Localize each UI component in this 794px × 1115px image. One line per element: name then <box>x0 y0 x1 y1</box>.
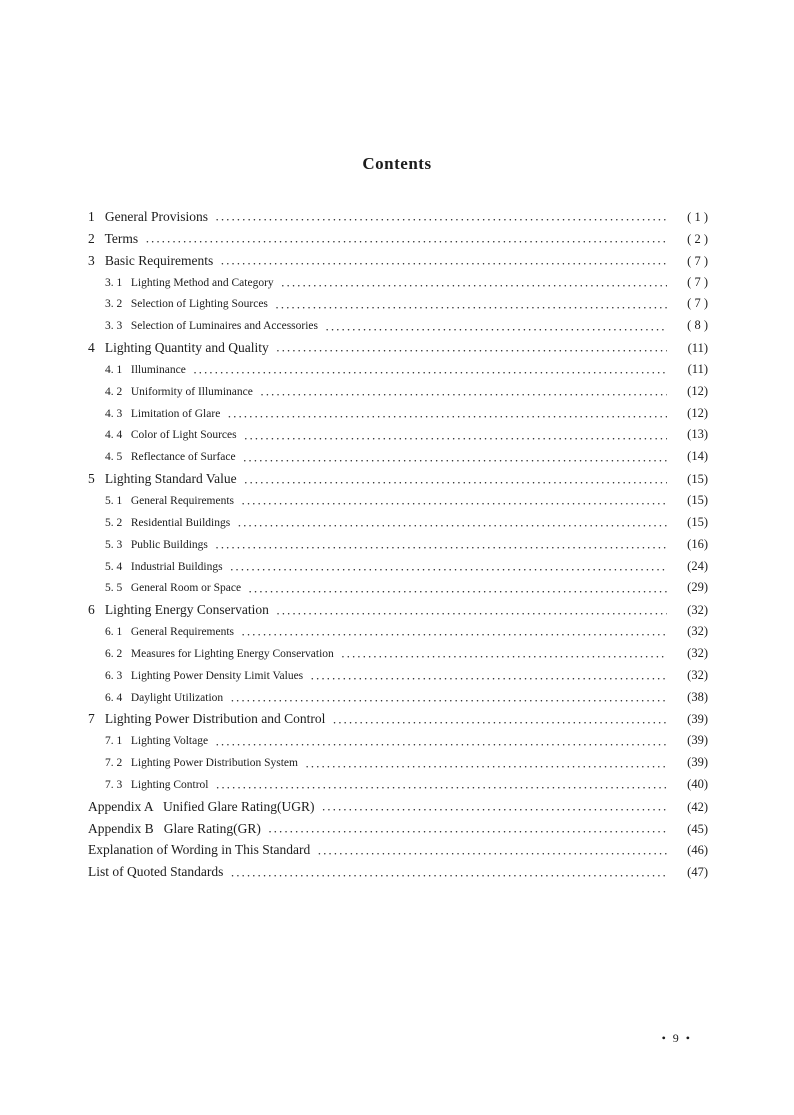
toc-entry-page: (12) <box>687 405 708 420</box>
toc-entry <box>88 842 708 864</box>
toc-leader-dots <box>341 650 667 663</box>
toc-entry <box>88 646 708 668</box>
toc-entry <box>88 318 708 340</box>
toc-leader-dots <box>230 563 667 576</box>
toc-leader-dots <box>248 585 667 598</box>
toc-leader-dots <box>243 454 667 467</box>
toc-entry-label: 7. 2 Lighting Power Distribution System <box>105 757 298 770</box>
toc-entry <box>88 624 708 646</box>
toc-leader-dots <box>215 738 667 751</box>
toc-entry <box>88 471 708 493</box>
toc-entry-page: (24) <box>687 558 708 573</box>
toc-entry-page: (38) <box>687 689 708 704</box>
toc-leader-dots <box>260 388 667 401</box>
toc-entry-label: 4. 5 Reflectance of Surface <box>105 451 236 464</box>
toc-entry <box>88 362 708 384</box>
toc-entry-page: (32) <box>687 603 708 618</box>
toc-leader-dots <box>216 781 668 794</box>
toc-entry <box>88 231 708 253</box>
toc-entry <box>88 755 708 777</box>
toc-entry-label: 5. 5 General Room or Space <box>105 582 242 595</box>
toc-entry-page: (32) <box>687 667 708 682</box>
toc-entry <box>88 799 708 821</box>
toc-entry-label: 3. 3 Selection of Luminaires and Accessories <box>105 320 319 333</box>
toc-leader-dots <box>325 323 667 336</box>
toc-entry <box>88 711 708 733</box>
toc-leader-dots <box>230 694 667 707</box>
toc-leader-dots <box>215 541 667 554</box>
toc-leader-dots <box>268 825 667 838</box>
toc-entry-label: 5. 3 Public Buildings <box>105 538 208 551</box>
toc-entry-label: 5 Lighting Standard Value <box>88 471 237 487</box>
toc-leader-dots <box>321 803 667 816</box>
toc-entry <box>88 515 708 537</box>
toc-leader-dots <box>220 257 667 270</box>
toc-entry-page: (11) <box>687 361 708 376</box>
toc-entry-page: ( 2 ) <box>687 231 708 246</box>
toc-entry-label: 6 Lighting Energy Conservation <box>88 602 269 618</box>
toc-entry <box>88 559 708 581</box>
toc-entry-page: (46) <box>687 843 708 858</box>
toc-entry <box>88 537 708 559</box>
toc-leader-dots <box>276 607 667 620</box>
toc-leader-dots <box>244 432 667 445</box>
toc-entry <box>88 668 708 690</box>
toc-entry-label: 1 General Provisions <box>88 209 208 224</box>
toc-entry <box>88 209 708 231</box>
toc-entry-page: (39) <box>687 733 708 748</box>
toc-entry-label: 7. 1 Lighting Voltage <box>105 735 209 748</box>
toc-entry-page: (45) <box>687 821 708 836</box>
toc-leader-dots <box>332 716 667 729</box>
toc-entry <box>88 449 708 471</box>
toc-entry-label: 3 Basic Requirements <box>88 252 214 268</box>
toc-entry-page: (13) <box>687 427 708 442</box>
toc-entry <box>88 821 708 843</box>
toc-entry-page: (32) <box>687 645 708 660</box>
toc-entry-label: Appendix A Unified Glare Rating(UGR) <box>88 798 315 814</box>
toc-leader-dots <box>145 235 667 248</box>
toc-entry <box>88 406 708 428</box>
toc-entry <box>88 296 708 318</box>
toc-entry-page: ( 7 ) <box>687 253 708 268</box>
toc-entry <box>88 275 708 297</box>
toc-entry-page: (15) <box>687 492 708 507</box>
toc-entry-label: 4. 1 Illuminance <box>105 363 186 376</box>
toc-entry <box>88 384 708 406</box>
toc-entry-label: 3. 2 Selection of Lighting Sources <box>105 298 268 311</box>
toc-entry-label: 7. 3 Lighting Control <box>105 778 209 791</box>
toc-leader-dots <box>237 519 667 532</box>
toc-leader-dots <box>317 847 667 860</box>
toc-entry-label: 2 Terms <box>88 230 139 246</box>
toc-entry-label: 6. 2 Measures for Lighting Energy Conservation <box>105 647 334 660</box>
toc-entry-label: 6. 4 Daylight Utilization <box>105 691 224 704</box>
toc-entry-label: 7 Lighting Power Distribution and Control <box>88 711 326 727</box>
toc-entry-page: (16) <box>687 536 708 551</box>
toc-entry-page: (14) <box>687 449 708 464</box>
toc-leader-dots <box>276 344 667 357</box>
toc-entry <box>88 340 708 362</box>
toc-entry-page: (15) <box>687 514 708 529</box>
toc-entry-label: 4 Lighting Quantity and Quality <box>88 340 269 356</box>
toc-entry-page: ( 8 ) <box>687 318 708 333</box>
toc-entry-label: 6. 3 Lighting Power Density Limit Values <box>105 669 304 682</box>
toc-leader-dots <box>275 301 667 314</box>
toc-entry-label: 3. 1 Lighting Method and Category <box>105 276 274 289</box>
toc-list <box>88 209 708 886</box>
toc-entry-label: 4. 4 Color of Light Sources <box>105 429 237 442</box>
toc-entry <box>88 580 708 602</box>
toc-entry <box>88 733 708 755</box>
toc-entry-page: ( 7 ) <box>687 296 708 311</box>
toc-leader-dots <box>215 213 667 226</box>
toc-entry-page: (42) <box>687 799 708 814</box>
toc-entry-label: 6. 1 General Requirements <box>105 626 235 639</box>
toc-leader-dots <box>193 366 667 379</box>
toc-entry <box>88 864 708 886</box>
toc-entry-label: 4. 2 Uniformity of Illuminance <box>105 385 253 398</box>
page-title: Contents <box>362 154 432 174</box>
toc-entry-page: (40) <box>687 776 708 791</box>
toc-leader-dots <box>241 497 667 510</box>
toc-entry <box>88 777 708 799</box>
toc-leader-dots <box>241 628 667 641</box>
toc-entry-page: (32) <box>687 624 708 639</box>
toc-entry <box>88 690 708 712</box>
toc-entry-label: 5. 2 Residential Buildings <box>105 516 231 529</box>
toc-entry-page: (11) <box>687 341 708 356</box>
toc-entry <box>88 602 708 624</box>
toc-leader-dots <box>230 869 667 882</box>
toc-leader-dots <box>305 760 667 773</box>
toc-entry-page: (12) <box>687 383 708 398</box>
toc-leader-dots <box>310 672 667 685</box>
toc-entry <box>88 493 708 515</box>
toc-entry-label: 4. 3 Limitation of Glare <box>105 407 221 420</box>
toc-entry-page: ( 1 ) <box>687 210 708 224</box>
toc-entry-page: (47) <box>687 865 708 880</box>
toc-entry-page: (39) <box>687 755 708 770</box>
toc-entry-label: 5. 1 General Requirements <box>105 494 235 507</box>
toc-entry <box>88 253 708 275</box>
toc-entry <box>88 427 708 449</box>
toc-entry-label: 5. 4 Industrial Buildings <box>105 560 223 573</box>
toc-entry-page: ( 7 ) <box>687 274 708 289</box>
toc-entry-label: Explanation of Wording in This Standard <box>88 842 311 858</box>
toc-entry-page: (39) <box>687 712 708 727</box>
page-number: • 9 • <box>661 1031 692 1045</box>
toc-entry-page: (29) <box>687 580 708 595</box>
toc-leader-dots <box>244 476 667 489</box>
toc-leader-dots <box>281 279 667 292</box>
toc-entry-label: Appendix B Glare Rating(GR) <box>88 820 261 836</box>
toc-entry-page: (15) <box>687 472 708 487</box>
toc-leader-dots <box>227 410 667 423</box>
toc-entry-label: List of Quoted Standards <box>88 864 224 880</box>
